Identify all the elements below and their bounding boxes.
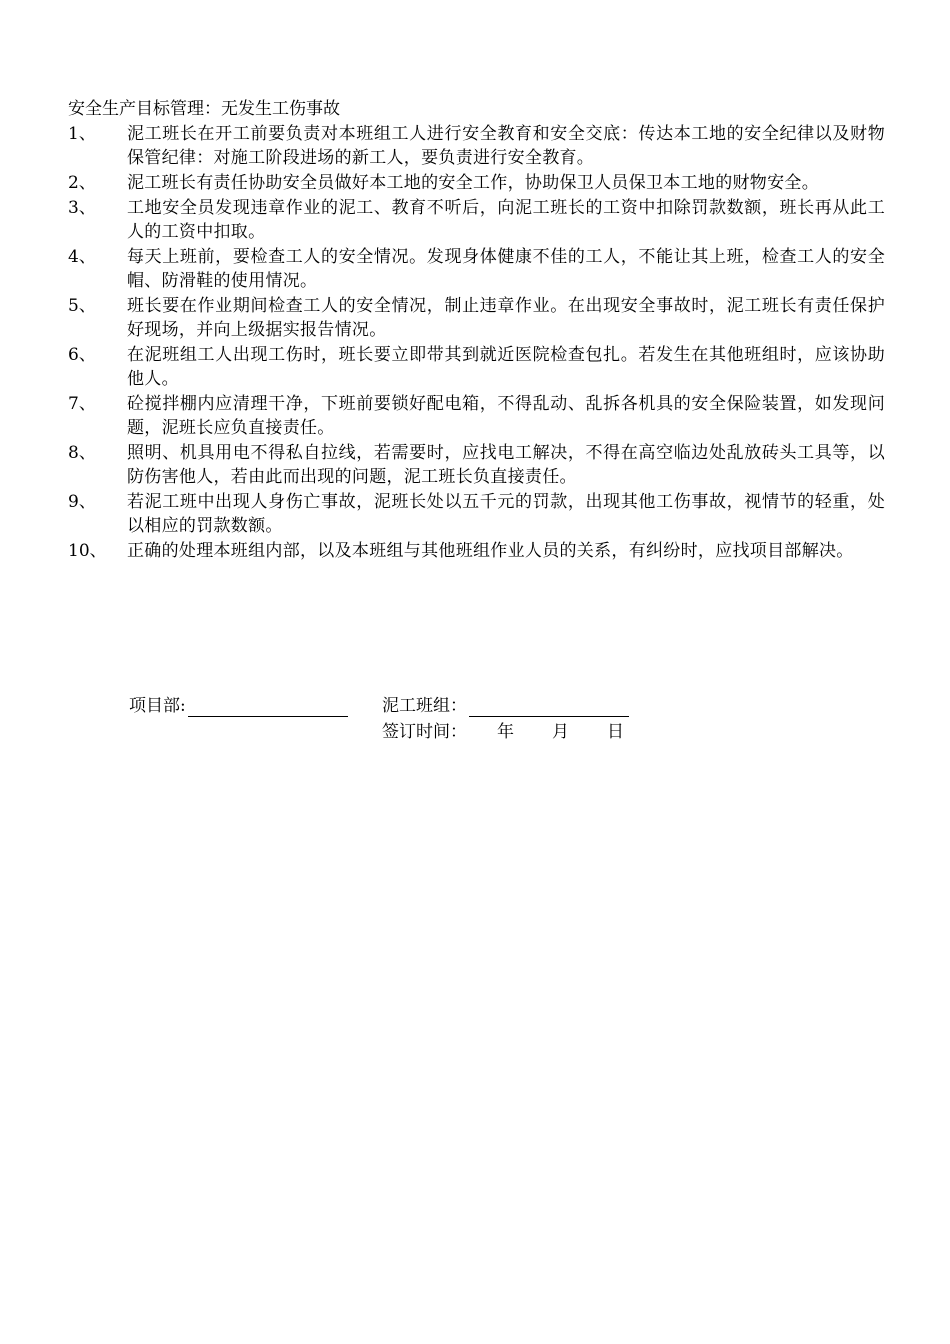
list-item <box>68 343 898 391</box>
date-year: 年 <box>497 722 514 742</box>
document-heading: 安全生产目标管理：无发生工伤事故 <box>68 99 340 119</box>
list-item <box>68 441 898 489</box>
item-text: 砼搅拌棚内应清理干净，下班前要锁好配电箱，不得乱动、乱拆各机具的安全保险装置，如发现问题，泥班长应负直接责任。 <box>127 394 885 438</box>
date-month: 月 <box>552 722 569 742</box>
list-item <box>68 539 898 563</box>
team-signature-line <box>469 715 629 717</box>
item-text: 工地安全员发现违章作业的泥工、教育不听后，向泥工班长的工资中扣除罚款数额，班长再从此工人的工资中扣取。 <box>127 198 885 242</box>
item-number: 3、 <box>68 198 96 218</box>
list-item <box>68 196 898 244</box>
dept-signature <box>129 694 348 718</box>
item-text: 照明、机具用电不得私自拉线，若需要时，应找电工解决，不得在高空临边处乱放砖头工具等，以防伤害他人，若由此而出现的问题，泥工班长负直接责任。 <box>127 443 885 487</box>
item-text: 若泥工班中出现人身伤亡事故，泥班长处以五千元的罚款，出现其他工伤事故，视情节的轻重，处以相应的罚款数额。 <box>127 492 885 536</box>
item-number: 7、 <box>68 394 96 414</box>
list-item <box>68 122 898 170</box>
item-number: 6、 <box>68 345 96 365</box>
item-text: 泥工班长在开工前要负责对本班组工人进行安全教育和安全交底：传达本工地的安全纪律以及财物保管纪律：对施工阶段进场的新工人，要负责进行安全教育。 <box>127 124 885 168</box>
item-number: 10、 <box>68 541 107 561</box>
item-number: 8、 <box>68 443 96 463</box>
item-number: 2、 <box>68 173 96 193</box>
list-item <box>68 171 898 195</box>
list-item <box>68 245 898 293</box>
dept-signature-label: 项目部: <box>129 696 186 716</box>
item-number: 9、 <box>68 492 96 512</box>
item-text: 每天上班前，要检查工人的安全情况。发现身体健康不佳的工人，不能让其上班，检查工人的安全帽、防滑鞋的使用情况。 <box>127 247 885 291</box>
signing-date <box>382 720 624 744</box>
item-text: 正确的处理本班组内部，以及本班组与其他班组作业人员的关系，有纠纷时，应找项目部解决。 <box>127 541 854 561</box>
list-item <box>68 294 898 342</box>
item-number: 5、 <box>68 296 96 316</box>
item-text: 在泥班组工人出现工伤时，班长要立即带其到就近医院检查包扎。若发生在其他班组时，应该协助他人。 <box>127 345 885 389</box>
item-number: 4、 <box>68 247 96 267</box>
item-text: 班长要在作业期间检查工人的安全情况，制止违章作业。在出现安全事故时，泥工班长有责任保护好现场，并向上级据实报告情况。 <box>127 296 885 340</box>
rules-list <box>68 122 898 564</box>
list-item <box>68 392 898 440</box>
list-item <box>68 490 898 538</box>
item-text: 泥工班长有责任协助安全员做好本工地的安全工作，协助保卫人员保卫本工地的财物安全。 <box>127 173 819 193</box>
item-number: 1、 <box>68 124 96 144</box>
date-day: 日 <box>607 722 624 742</box>
team-signature <box>382 694 629 718</box>
signing-date-label: 签订时间： <box>382 722 467 742</box>
team-signature-label: 泥工班组： <box>382 696 467 716</box>
dept-signature-line <box>188 715 348 717</box>
